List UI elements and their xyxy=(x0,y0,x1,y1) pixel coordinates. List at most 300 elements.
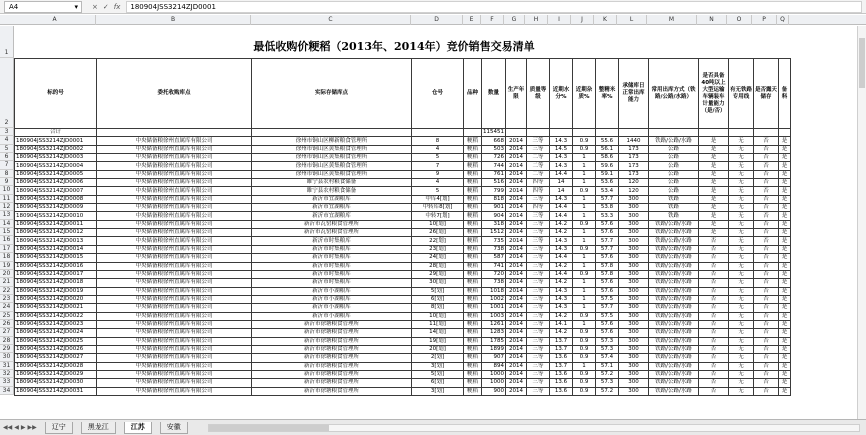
table-cell[interactable]: 否 xyxy=(699,312,729,320)
table-cell[interactable]: 否 xyxy=(699,337,729,345)
table-cell[interactable]: 粳稻 xyxy=(464,170,482,178)
column-header-n[interactable]: N xyxy=(697,15,727,25)
table-cell[interactable]: 57.6 xyxy=(596,329,619,337)
table-cell[interactable]: 26[划] xyxy=(412,229,464,237)
table-cell[interactable]: 180904JSS3214ZJD0030 xyxy=(15,379,97,387)
table-cell[interactable]: 新沂市瓦窑粮食管理所 xyxy=(252,220,412,228)
table-cell[interactable]: 318 xyxy=(482,220,506,228)
table-cell[interactable]: 744 xyxy=(482,162,506,170)
table-cell[interactable]: 1 xyxy=(573,204,596,212)
table-cell[interactable]: 14.3 xyxy=(550,162,573,170)
table-cell[interactable]: 中央储备粮徐州直属库有限公司 xyxy=(97,320,252,328)
table-cell[interactable]: 中央储备粮徐州直属库有限公司 xyxy=(97,362,252,370)
table-cell[interactable]: 57.5 xyxy=(596,312,619,320)
table-cell[interactable]: 铁路/公路/水路 xyxy=(649,304,699,312)
table-cell[interactable]: 2014 xyxy=(506,312,527,320)
table-cell[interactable]: 中央储备粮徐州直属库有限公司 xyxy=(97,354,252,362)
table-cell[interactable]: 57.6 xyxy=(596,220,619,228)
table-cell[interactable]: 120 xyxy=(619,187,649,195)
table-cell[interactable]: 公路 xyxy=(649,154,699,162)
table-cell[interactable]: 1440 xyxy=(619,137,649,145)
table-cell[interactable]: 否 xyxy=(754,304,779,312)
column-header-g[interactable]: G xyxy=(504,15,525,25)
table-cell[interactable]: 14.2 xyxy=(550,312,573,320)
table-cell[interactable]: 2014 xyxy=(506,279,527,287)
table-cell[interactable]: 否 xyxy=(699,295,729,303)
table-cell[interactable]: 1 xyxy=(573,212,596,220)
table-cell[interactable]: 2014 xyxy=(506,354,527,362)
table-cell[interactable]: 中央储备粮徐州直属库有限公司 xyxy=(97,345,252,353)
table-cell[interactable]: 180904JSS3214ZJD0004 xyxy=(15,162,97,170)
table-cell[interactable]: 粳稻 xyxy=(464,237,482,245)
table-cell[interactable]: 无 xyxy=(729,195,754,203)
table-cell[interactable]: 无 xyxy=(729,170,754,178)
table-cell[interactable]: 是 xyxy=(699,154,729,162)
table-cell[interactable]: 粳稻 xyxy=(464,245,482,253)
table-cell[interactable]: 新沂市徐塘粮食管理所 xyxy=(252,354,412,362)
table-cell[interactable]: 否 xyxy=(754,245,779,253)
table-cell[interactable]: 无 xyxy=(729,362,754,370)
table-cell[interactable]: 5[划] xyxy=(412,287,464,295)
table-cell[interactable]: 是 xyxy=(699,145,729,153)
table-cell[interactable]: 无 xyxy=(729,145,754,153)
table-cell[interactable]: 2014 xyxy=(506,154,527,162)
sheet-tab[interactable]: 黑龙江 xyxy=(81,422,116,434)
table-cell[interactable]: 2014 xyxy=(506,329,527,337)
table-cell[interactable]: 新沂市小湖粮库 xyxy=(252,312,412,320)
table-cell[interactable]: 新沂市宜湖粮库 xyxy=(252,212,412,220)
table-cell[interactable]: 是 xyxy=(779,295,791,303)
table-cell[interactable]: 否 xyxy=(754,337,779,345)
column-title[interactable]: 标的号 xyxy=(15,59,97,129)
table-cell[interactable]: 120 xyxy=(619,179,649,187)
table-cell[interactable]: 徐州市铜山区黄集粮食管理所 xyxy=(252,145,412,153)
table-cell[interactable]: 铁路 xyxy=(649,212,699,220)
table-cell[interactable] xyxy=(699,129,729,137)
table-cell[interactable]: 6[划] xyxy=(412,295,464,303)
table-cell[interactable]: 三等 xyxy=(527,220,550,228)
table-cell[interactable]: 否 xyxy=(754,229,779,237)
table-cell[interactable]: 无 xyxy=(729,229,754,237)
table-cell[interactable]: 22[划] xyxy=(412,237,464,245)
table-cell[interactable]: 三等 xyxy=(527,379,550,387)
table-cell[interactable]: 1002 xyxy=(482,295,506,303)
table-cell[interactable]: 2014 xyxy=(506,379,527,387)
table-cell[interactable]: 是 xyxy=(699,212,729,220)
table-cell[interactable]: 否 xyxy=(754,362,779,370)
table-cell[interactable]: 14 xyxy=(550,179,573,187)
table-cell[interactable]: 180904JSS3214ZJD0007 xyxy=(15,187,97,195)
table-cell[interactable]: 57.2 xyxy=(596,387,619,395)
column-header-a[interactable]: A xyxy=(14,15,96,25)
row-header[interactable]: 32 xyxy=(0,370,14,378)
table-cell[interactable]: 粳稻 xyxy=(464,270,482,278)
table-cell[interactable]: 1000 xyxy=(482,379,506,387)
table-cell[interactable]: 粳稻 xyxy=(464,354,482,362)
table-cell[interactable]: 三等 xyxy=(527,304,550,312)
table-cell[interactable]: 0.9 xyxy=(573,145,596,153)
table-cell[interactable]: 铁路 xyxy=(649,204,699,212)
table-cell[interactable]: 是 xyxy=(779,287,791,295)
table-cell[interactable]: 1899 xyxy=(482,345,506,353)
column-header-l[interactable]: L xyxy=(617,15,647,25)
table-cell[interactable] xyxy=(412,129,464,137)
table-cell[interactable]: 新沂市徐塘粮食管理所 xyxy=(252,320,412,328)
table-cell[interactable]: 720 xyxy=(482,270,506,278)
table-cell[interactable]: 无 xyxy=(729,370,754,378)
table-cell[interactable]: 14.4 xyxy=(550,212,573,220)
tab-scroll-button[interactable]: ▶ xyxy=(20,424,26,431)
table-cell[interactable]: 铁路/公路/水路 xyxy=(649,379,699,387)
table-cell[interactable]: 铁路/公路/水路 xyxy=(649,295,699,303)
column-title[interactable]: 是否露天储存 xyxy=(754,59,779,129)
row-header[interactable]: 26 xyxy=(0,320,14,328)
table-cell[interactable]: 中央储备粮徐州直属库有限公司 xyxy=(97,270,252,278)
total-quantity[interactable]: 115451 xyxy=(483,129,504,136)
table-cell[interactable]: 是 xyxy=(779,370,791,378)
table-cell[interactable]: 公路 xyxy=(649,179,699,187)
cancel-icon[interactable]: × xyxy=(92,2,98,11)
table-cell[interactable]: 2014 xyxy=(506,212,527,220)
table-cell[interactable]: 180904JSS3214ZJD0002 xyxy=(15,145,97,153)
table-cell[interactable]: 是 xyxy=(779,337,791,345)
table-cell[interactable]: 是 xyxy=(779,212,791,220)
table-cell[interactable]: 14[划] xyxy=(412,329,464,337)
table-cell[interactable]: 是 xyxy=(779,154,791,162)
table-cell[interactable]: 是 xyxy=(779,254,791,262)
table-cell[interactable]: 1 xyxy=(573,287,596,295)
table-cell[interactable]: 14.4 xyxy=(550,270,573,278)
table-cell[interactable]: 1785 xyxy=(482,337,506,345)
table-cell[interactable]: 0.9 xyxy=(573,379,596,387)
column-header-e[interactable]: E xyxy=(463,15,481,25)
table-cell[interactable]: 新沂市瓦窑粮食管理所 xyxy=(252,229,412,237)
table-cell[interactable]: 是 xyxy=(779,237,791,245)
table-cell[interactable]: 13.7 xyxy=(550,345,573,353)
table-cell[interactable]: 300 xyxy=(619,362,649,370)
table-cell[interactable]: 503 xyxy=(482,145,506,153)
row-header[interactable]: 10 xyxy=(0,186,14,194)
row-header[interactable]: 5 xyxy=(0,145,14,153)
table-cell[interactable]: 904 xyxy=(482,212,506,220)
table-cell[interactable]: 668 xyxy=(482,137,506,145)
table-cell[interactable]: 无 xyxy=(729,337,754,345)
table-cell[interactable]: 是 xyxy=(779,162,791,170)
table-cell[interactable]: 14.1 xyxy=(550,320,573,328)
table-cell[interactable]: 否 xyxy=(754,354,779,362)
table-cell[interactable]: 中央储备粮徐州直属库有限公司 xyxy=(97,162,252,170)
table-cell[interactable]: 180904JSS3214ZJD0008 xyxy=(15,195,97,203)
table-cell[interactable]: 铁路/公路/水路 xyxy=(649,354,699,362)
table-cell[interactable]: 中央储备粮徐州直属库有限公司 xyxy=(97,229,252,237)
table-cell[interactable]: 否 xyxy=(699,262,729,270)
table-cell[interactable]: 2014 xyxy=(506,295,527,303)
name-box[interactable] xyxy=(4,1,82,13)
table-cell[interactable]: 新沂市小湖粮库 xyxy=(252,304,412,312)
column-header-f[interactable]: F xyxy=(481,15,504,25)
table-cell[interactable]: 三等 xyxy=(527,312,550,320)
row-header[interactable]: 23 xyxy=(0,295,14,303)
table-cell[interactable]: 14.2 xyxy=(550,229,573,237)
column-header-j[interactable]: J xyxy=(571,15,594,25)
table-cell[interactable]: 三等 xyxy=(527,245,550,253)
table-cell[interactable]: 300 xyxy=(619,195,649,203)
column-title[interactable]: 整精米率% xyxy=(596,59,619,129)
column-header-i[interactable]: I xyxy=(548,15,571,25)
table-cell[interactable]: 是 xyxy=(779,270,791,278)
table-cell[interactable]: 180904JSS3214ZJD0031 xyxy=(15,387,97,395)
table-cell[interactable]: 无 xyxy=(729,287,754,295)
table-cell[interactable]: 59.6 xyxy=(596,162,619,170)
table-cell[interactable]: 1 xyxy=(573,154,596,162)
formula-input[interactable]: 180904JSS3214ZJD0001 xyxy=(126,1,862,13)
table-cell[interactable] xyxy=(573,129,596,137)
table-cell[interactable]: 1 xyxy=(573,170,596,178)
table-cell[interactable]: 三等 xyxy=(527,212,550,220)
table-cell[interactable]: 否 xyxy=(699,387,729,395)
table-cell[interactable]: 中央储备粮徐州直属库有限公司 xyxy=(97,137,252,145)
table-cell[interactable]: 无 xyxy=(729,254,754,262)
table-cell[interactable]: 粳稻 xyxy=(464,204,482,212)
table-cell[interactable]: 1 xyxy=(573,295,596,303)
table-cell[interactable]: 1 xyxy=(573,362,596,370)
table-cell[interactable]: 是 xyxy=(779,229,791,237)
table-cell[interactable]: 11[划] xyxy=(412,320,464,328)
column-title[interactable]: 常用出库方式（铁路/公路/水路） xyxy=(649,59,699,129)
horizontal-scrollbar[interactable] xyxy=(208,424,860,432)
table-cell[interactable]: 徐州市铜山区黄集粮食管理所 xyxy=(252,170,412,178)
table-cell[interactable]: 741 xyxy=(482,262,506,270)
table-cell[interactable]: 2014 xyxy=(506,387,527,395)
table-cell[interactable]: 三等 xyxy=(527,287,550,295)
table-cell[interactable]: 否 xyxy=(754,237,779,245)
table-cell[interactable]: 180904JSS3214ZJD0024 xyxy=(15,329,97,337)
table-cell[interactable]: 180904JSS3214ZJD0023 xyxy=(15,320,97,328)
table-cell[interactable]: 0.9 xyxy=(573,345,596,353)
table-cell[interactable]: 59.1 xyxy=(596,170,619,178)
table-cell[interactable]: 180904JSS3214ZJD0021 xyxy=(15,304,97,312)
table-cell[interactable]: 新沂市徐塘粮食管理所 xyxy=(252,362,412,370)
table-cell[interactable]: 无 xyxy=(729,204,754,212)
table-cell[interactable]: 0.9 xyxy=(573,220,596,228)
table-cell[interactable]: 否 xyxy=(754,137,779,145)
table-cell[interactable]: 否 xyxy=(699,237,729,245)
column-title[interactable]: 委托收购库点 xyxy=(97,59,252,129)
table-cell[interactable]: 55.6 xyxy=(596,137,619,145)
table-cell[interactable]: 1 xyxy=(573,304,596,312)
table-cell[interactable]: 0.9 xyxy=(573,187,596,195)
table-cell[interactable]: 907 xyxy=(482,354,506,362)
table-cell[interactable]: 180904JSS3214ZJD0025 xyxy=(15,337,97,345)
table-cell[interactable]: 徐州市铜山区黄集粮食管理所 xyxy=(252,162,412,170)
row-header[interactable]: 29 xyxy=(0,345,14,353)
row-header[interactable]: 21 xyxy=(0,278,14,286)
table-cell[interactable]: 57.3 xyxy=(596,337,619,345)
table-cell[interactable]: 2014 xyxy=(506,362,527,370)
row-header[interactable]: 13 xyxy=(0,211,14,219)
table-cell[interactable]: 53.4 xyxy=(596,187,619,195)
table-cell[interactable]: 180904JSS3214ZJD0028 xyxy=(15,362,97,370)
table-cell[interactable]: 587 xyxy=(482,254,506,262)
table-cell[interactable]: 否 xyxy=(699,379,729,387)
table-cell[interactable] xyxy=(464,129,482,137)
table-cell[interactable]: 中央储备粮徐州直属库有限公司 xyxy=(97,145,252,153)
table-cell[interactable]: 新沂市徐塘粮食管理所 xyxy=(252,337,412,345)
table-cell[interactable]: 300 xyxy=(619,237,649,245)
table-cell[interactable]: 2014 xyxy=(506,162,527,170)
table-cell[interactable]: 三等 xyxy=(527,320,550,328)
table-cell[interactable]: 铁路/公路/水路 xyxy=(649,287,699,295)
table-cell[interactable]: 14.4 xyxy=(550,204,573,212)
table-cell[interactable]: 57.5 xyxy=(596,295,619,303)
table-cell[interactable]: 0.9 xyxy=(573,387,596,395)
table-cell[interactable]: 2014 xyxy=(506,245,527,253)
table-cell[interactable]: 否 xyxy=(754,187,779,195)
table-cell[interactable]: 799 xyxy=(482,187,506,195)
table-cell[interactable]: 1000 xyxy=(482,370,506,378)
table-cell[interactable]: 无 xyxy=(729,329,754,337)
table-cell[interactable]: 新沂市小湖粮库 xyxy=(252,295,412,303)
table-cell[interactable]: 8[划] xyxy=(412,304,464,312)
table-cell[interactable]: 无 xyxy=(729,179,754,187)
table-cell[interactable]: 铁路/公路/水路 xyxy=(649,337,699,345)
table-cell[interactable]: 粳稻 xyxy=(464,329,482,337)
table-cell[interactable]: 180904JSS3214ZJD0019 xyxy=(15,287,97,295)
table-cell[interactable]: 中转库8[划] xyxy=(412,204,464,212)
table-cell[interactable]: 否 xyxy=(754,379,779,387)
table-cell[interactable]: 14.3 xyxy=(550,295,573,303)
table-cell[interactable]: 1 xyxy=(573,237,596,245)
table-cell[interactable]: 中库4[划] xyxy=(412,195,464,203)
table-cell[interactable]: 180904JSS3214ZJD0014 xyxy=(15,245,97,253)
table-cell[interactable]: 无 xyxy=(729,245,754,253)
table-cell[interactable]: 中央储备粮徐州直属库有限公司 xyxy=(97,179,252,187)
table-cell[interactable]: 53.3 xyxy=(596,212,619,220)
table-cell[interactable]: 否 xyxy=(754,329,779,337)
table-cell[interactable]: 300 xyxy=(619,295,649,303)
table-cell[interactable]: 中央储备粮徐州直属库有限公司 xyxy=(97,304,252,312)
table-cell[interactable]: 是 xyxy=(779,220,791,228)
table-cell[interactable]: 中央储备粮徐州直属库有限公司 xyxy=(97,312,252,320)
table-cell[interactable]: 2014 xyxy=(506,237,527,245)
table-cell[interactable]: 铁路 xyxy=(649,195,699,203)
table-cell[interactable]: 无 xyxy=(729,262,754,270)
table-cell[interactable]: 894 xyxy=(482,362,506,370)
table-cell[interactable]: 2014 xyxy=(506,220,527,228)
table-cell[interactable]: 57.7 xyxy=(596,237,619,245)
table-cell[interactable]: 2014 xyxy=(506,187,527,195)
table-cell[interactable]: 粳稻 xyxy=(464,162,482,170)
table-cell[interactable]: 无 xyxy=(729,212,754,220)
table-cell[interactable]: 1 xyxy=(573,162,596,170)
table-cell[interactable]: 粳稻 xyxy=(464,387,482,395)
table-cell[interactable]: 否 xyxy=(754,204,779,212)
table-cell[interactable]: 否 xyxy=(699,370,729,378)
table-cell[interactable]: 铁路/公路/水路 xyxy=(649,229,699,237)
row-header[interactable]: 31 xyxy=(0,362,14,370)
row-header[interactable]: 25 xyxy=(0,312,14,320)
table-cell[interactable]: 0.9 xyxy=(573,337,596,345)
table-cell[interactable]: 是 xyxy=(779,354,791,362)
table-cell[interactable]: 否 xyxy=(754,287,779,295)
table-cell[interactable]: 粳稻 xyxy=(464,220,482,228)
column-header-h[interactable]: H xyxy=(525,15,548,25)
table-cell[interactable]: 是 xyxy=(779,137,791,145)
table-cell[interactable]: 无 xyxy=(729,312,754,320)
table-cell[interactable]: 24[划] xyxy=(412,254,464,262)
table-cell[interactable]: 13.6 xyxy=(550,379,573,387)
table-cell[interactable]: 否 xyxy=(699,279,729,287)
table-cell[interactable]: 否 xyxy=(754,212,779,220)
table-cell[interactable]: 3[划] xyxy=(412,387,464,395)
row-header[interactable]: 18 xyxy=(0,253,14,261)
table-cell[interactable]: 新沂市时集粮库 xyxy=(252,254,412,262)
table-cell[interactable]: 738 xyxy=(482,245,506,253)
row-header[interactable]: 20 xyxy=(0,270,14,278)
table-cell[interactable]: 中央储备粮徐州直属库有限公司 xyxy=(97,387,252,395)
table-cell[interactable]: 否 xyxy=(754,154,779,162)
table-cell[interactable]: 180904JSS3214ZJD0012 xyxy=(15,229,97,237)
table-cell[interactable]: 300 xyxy=(619,245,649,253)
table-cell[interactable]: 180904JSS3214ZJD0016 xyxy=(15,262,97,270)
table-cell[interactable] xyxy=(252,129,412,137)
table-cell[interactable]: 173 xyxy=(619,170,649,178)
table-cell[interactable]: 是 xyxy=(779,179,791,187)
table-cell[interactable]: 粳稻 xyxy=(464,345,482,353)
table-cell[interactable]: 56.1 xyxy=(596,145,619,153)
table-cell[interactable]: 173 xyxy=(619,145,649,153)
table-cell[interactable]: 300 xyxy=(619,220,649,228)
table-cell[interactable]: 新沂市宜湖粮库 xyxy=(252,204,412,212)
table-cell[interactable]: 中央储备粮徐州直属库有限公司 xyxy=(97,337,252,345)
table-cell[interactable]: 是 xyxy=(779,204,791,212)
table-cell[interactable]: 300 xyxy=(619,212,649,220)
table-cell[interactable]: 新沂市徐塘粮食管理所 xyxy=(252,379,412,387)
table-cell[interactable]: 2014 xyxy=(506,287,527,295)
sheet-tab[interactable]: 江苏 xyxy=(124,422,152,434)
table-cell[interactable]: 300 xyxy=(619,304,649,312)
table-cell[interactable]: 300 xyxy=(619,287,649,295)
table-cell[interactable]: 铁路/公路/水路 xyxy=(649,320,699,328)
table-cell[interactable]: 2014 xyxy=(506,179,527,187)
table-cell[interactable]: 三等 xyxy=(527,362,550,370)
table-cell[interactable]: 13.7 xyxy=(550,362,573,370)
table-cell[interactable]: 1 xyxy=(573,254,596,262)
table-cell[interactable]: 13.6 xyxy=(550,354,573,362)
table-cell[interactable]: 三等 xyxy=(527,237,550,245)
table-cell[interactable]: 二等 xyxy=(527,162,550,170)
table-cell[interactable]: 三等 xyxy=(527,137,550,145)
table-cell[interactable]: 中央储备粮徐州直属库有限公司 xyxy=(97,170,252,178)
table-cell[interactable]: 14.2 xyxy=(550,262,573,270)
table-cell[interactable]: 900 xyxy=(482,387,506,395)
row-header[interactable]: 9 xyxy=(0,178,14,186)
table-cell[interactable]: 睢宁县农村粮食储备 xyxy=(252,179,412,187)
table-cell[interactable]: 180904JSS3214ZJD0009 xyxy=(15,204,97,212)
table-cell[interactable]: 是 xyxy=(779,145,791,153)
table-cell[interactable]: 无 xyxy=(729,320,754,328)
table-cell[interactable]: 粳稻 xyxy=(464,379,482,387)
table-cell[interactable]: 公路 xyxy=(649,187,699,195)
table-cell[interactable]: 0.9 xyxy=(573,354,596,362)
table-cell[interactable]: 中央储备粮徐州直属库有限公司 xyxy=(97,237,252,245)
table-cell[interactable]: 中央储备粮徐州直属库有限公司 xyxy=(97,187,252,195)
table-cell[interactable]: 818 xyxy=(482,195,506,203)
column-title[interactable]: 备料 xyxy=(779,59,791,129)
row-header[interactable]: 24 xyxy=(0,303,14,311)
table-cell[interactable]: 1 xyxy=(573,320,596,328)
table-cell[interactable]: 是 xyxy=(779,387,791,395)
